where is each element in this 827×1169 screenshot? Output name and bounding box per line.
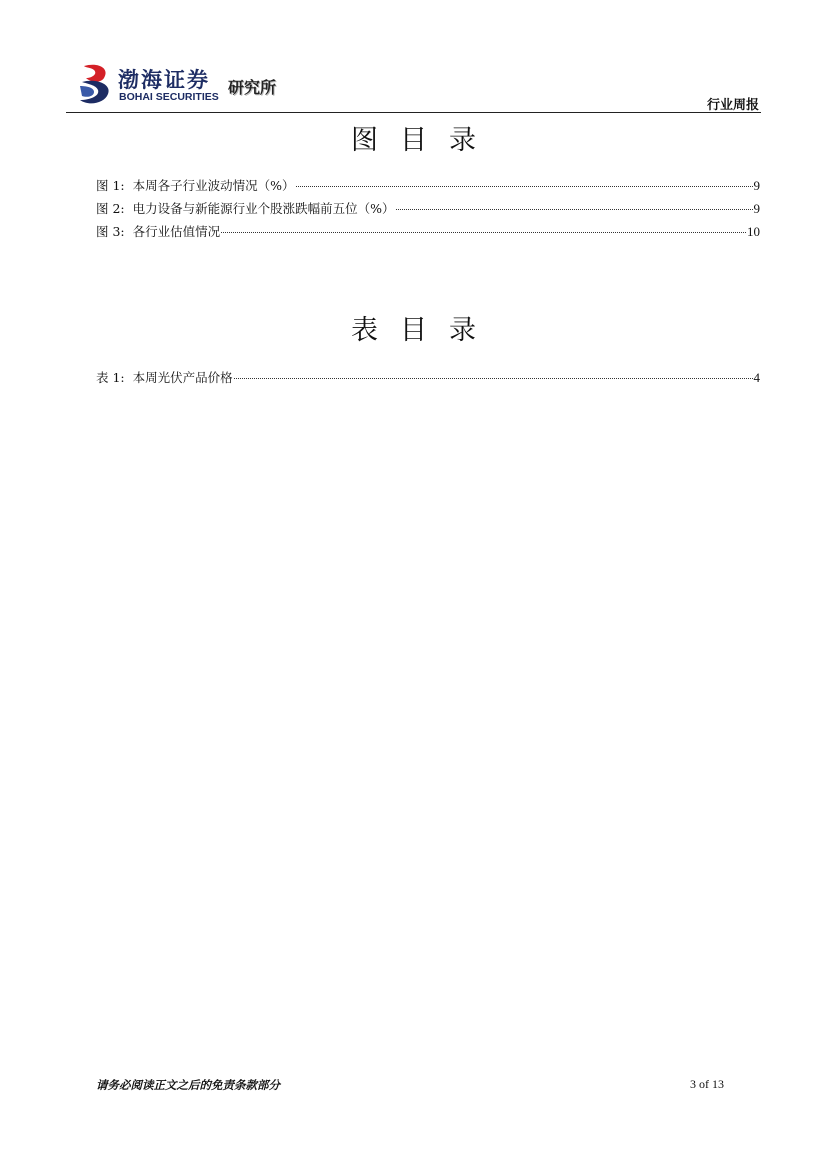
toc-entry-label: 图 2: <box>96 201 125 216</box>
toc-entry-page: 10 <box>747 224 760 239</box>
toc-entry-page: 9 <box>753 201 760 216</box>
footer-disclaimer: 请务必阅读正文之后的免责条款部分 <box>96 1078 280 1092</box>
brand-logo <box>78 62 298 108</box>
toc-entry-label: 图 1: <box>96 178 125 193</box>
toc-entry[interactable] <box>96 176 760 199</box>
page-number: 3 of 13 <box>690 1077 724 1091</box>
toc-leader-dots <box>234 377 753 379</box>
tables-toc-title: 表目录 <box>351 315 498 346</box>
logo-chinese-name: 渤海证券 <box>118 67 210 92</box>
tables-toc-list <box>96 368 760 391</box>
figures-toc-title: 图目录 <box>351 125 498 156</box>
toc-leader-dots <box>221 231 746 233</box>
toc-entry[interactable] <box>96 368 760 391</box>
toc-leader-dots <box>296 185 753 187</box>
toc-entry-title: 各行业估值情况 <box>132 224 221 239</box>
toc-entry-page: 9 <box>753 178 760 193</box>
report-type-label: 行业周报 <box>706 98 759 113</box>
institute-name: 研究所 <box>228 78 277 97</box>
toc-entry[interactable] <box>96 222 760 245</box>
bohai-logo-icon <box>78 62 114 106</box>
figures-toc-list <box>96 176 760 245</box>
toc-entry-label: 表 1: <box>96 370 125 385</box>
logo-english-name: BOHAI SECURITIES <box>119 91 219 103</box>
toc-entry-title: 本周各子行业波动情况（%） <box>132 178 295 193</box>
toc-entry[interactable] <box>96 199 760 222</box>
toc-entry-label: 图 3: <box>96 224 125 239</box>
toc-entry-title: 本周光伏产品价格 <box>132 370 233 385</box>
toc-entry-page: 4 <box>753 370 760 385</box>
header-divider <box>66 112 761 113</box>
toc-entry-title: 电力设备与新能源行业个股涨跌幅前五位（%） <box>132 201 395 216</box>
toc-leader-dots <box>396 208 753 210</box>
